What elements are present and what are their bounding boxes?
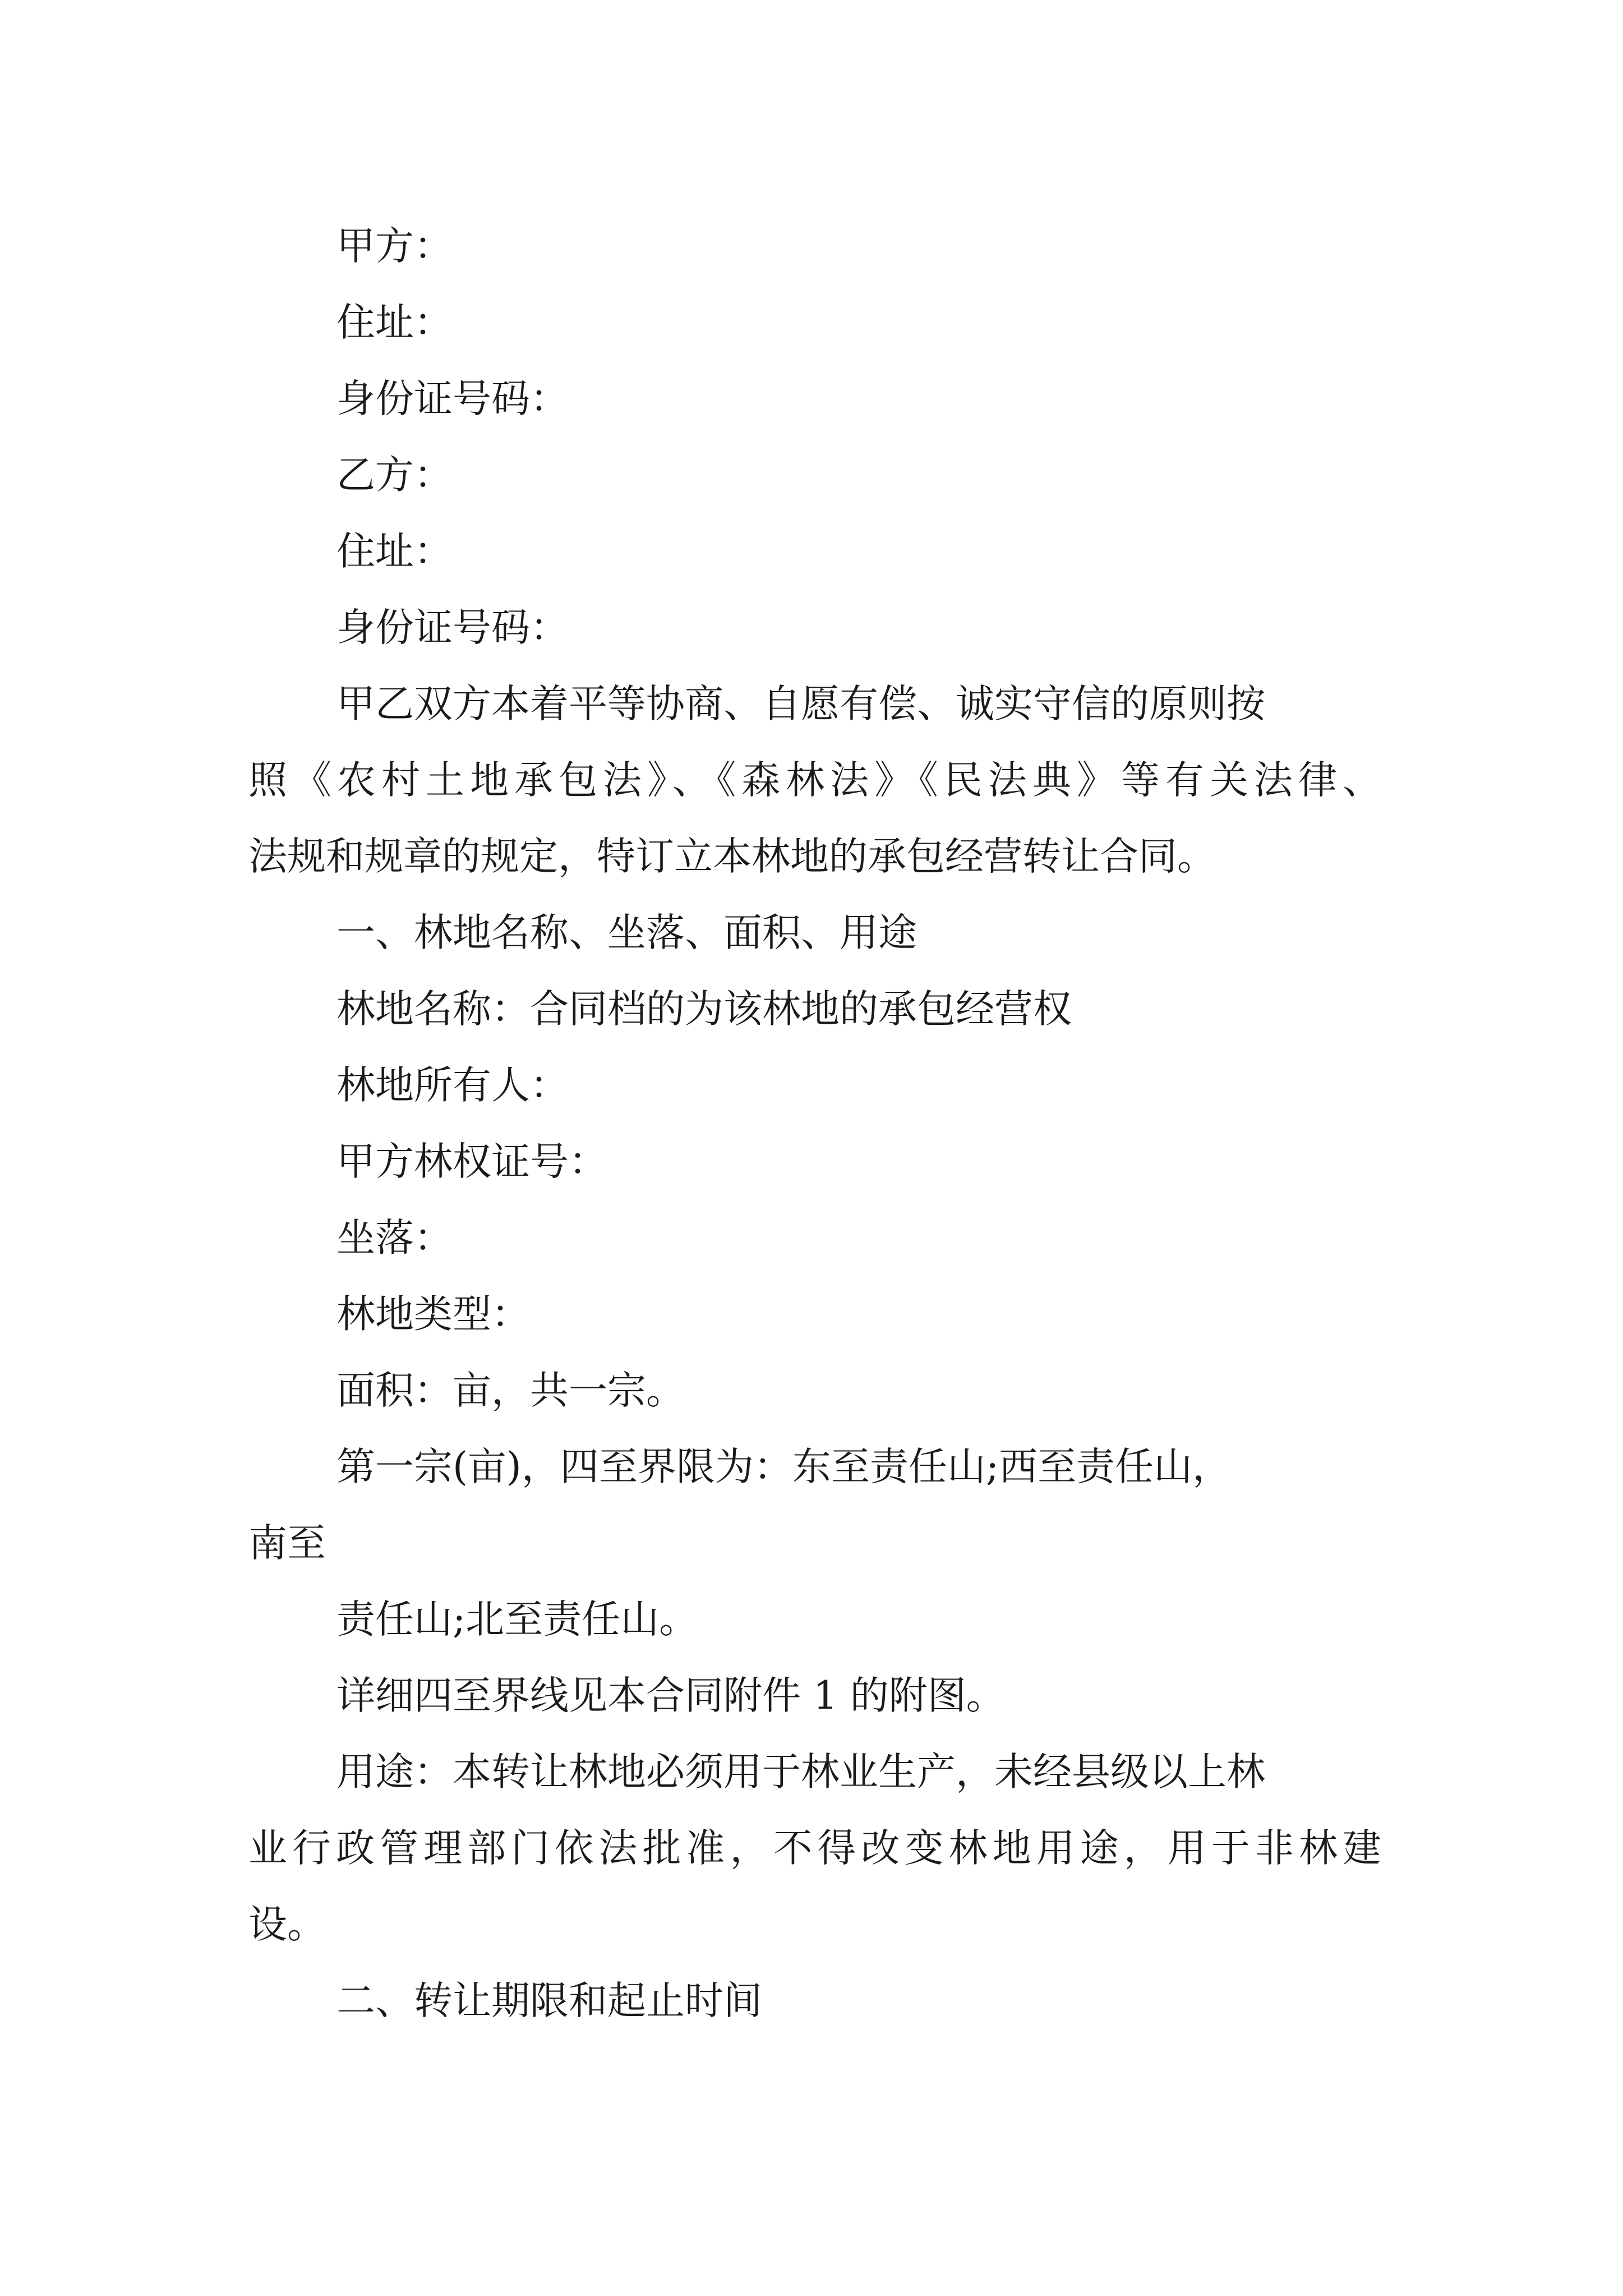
forest-certificate-line: 甲方林权证号：	[336, 1139, 607, 1184]
boundary-line-3: 责任山;北至责任山。	[336, 1597, 698, 1642]
preamble-line-2: 照《农村土地承包法》、《森林法》《民法典》等有关法律、	[248, 758, 1381, 803]
usage-line-3: 设。	[248, 1902, 326, 1947]
preamble-line-3: 法规和规章的规定，特订立本林地的承包经营转让合同。	[248, 834, 1216, 879]
party-b-id-label: 身份证号码：	[336, 605, 569, 650]
party-a-id-label: 身份证号码：	[336, 376, 569, 421]
location-line: 坐落：	[336, 1216, 453, 1260]
section-1-heading: 一、林地名称、坐落、面积、用途	[336, 910, 917, 955]
usage-line-1: 用途：本转让林地必须用于林业生产，未经县级以上林	[336, 1750, 1265, 1795]
forest-type-line: 林地类型：	[336, 1292, 530, 1337]
party-b-address-label: 住址：	[336, 529, 453, 574]
forest-owner-line: 林地所有人：	[336, 1063, 569, 1108]
boundary-detail-line: 详细四至界线见本合同附件 1 的附图。	[336, 1673, 1005, 1718]
boundary-line-1: 第一宗(亩)，四至界限为：东至责任山;西至责任山，	[336, 1444, 1232, 1489]
section-2-heading: 二、转让期限和起止时间	[336, 1978, 762, 2023]
party-a-label: 甲方：	[336, 224, 453, 269]
usage-line-2: 业行政管理部门依法批准，不得改变林地用途，用于非林建	[248, 1826, 1381, 1871]
forest-name-line: 林地名称：合同档的为该林地的承包经营权	[336, 987, 1072, 1032]
area-line: 面积：亩，共一宗。	[336, 1368, 685, 1413]
party-b-label: 乙方：	[336, 453, 453, 498]
preamble-line-1: 甲乙双方本着平等协商、自愿有偿、诚实守信的原则按	[336, 682, 1265, 726]
party-a-address-label: 住址：	[336, 300, 453, 345]
boundary-line-2: 南至	[248, 1521, 326, 1566]
